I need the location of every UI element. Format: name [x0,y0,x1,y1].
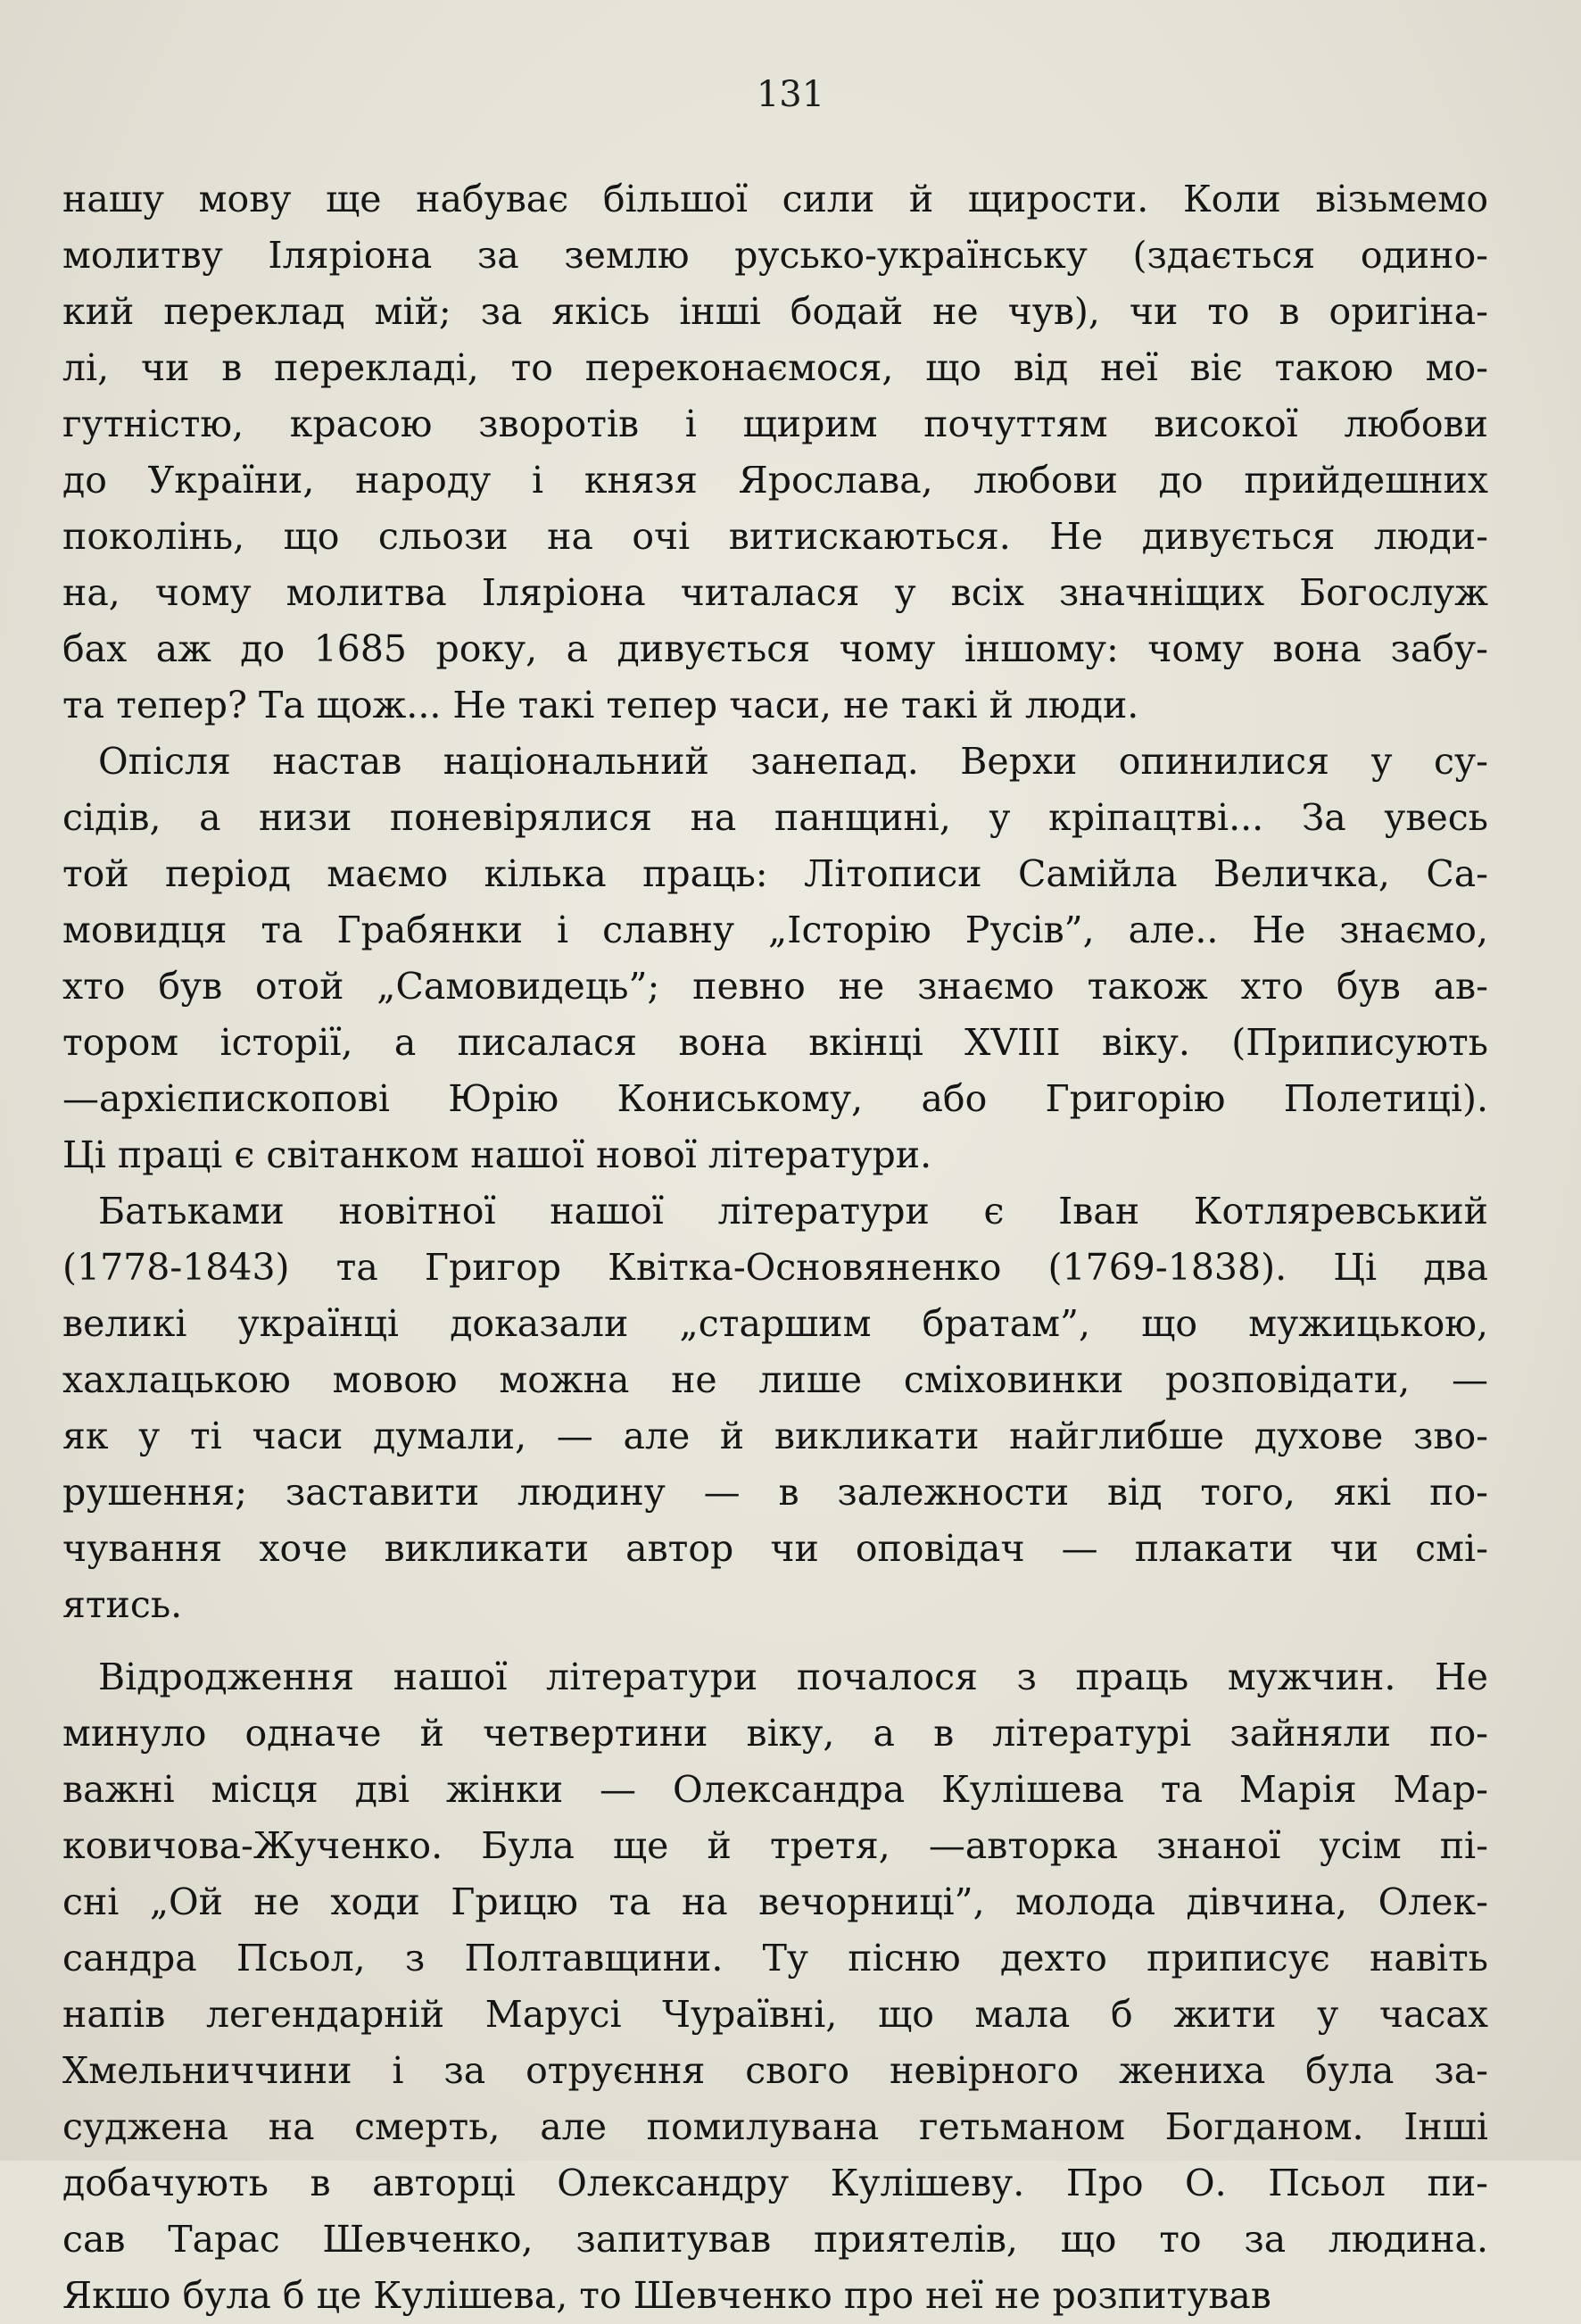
text-line: бах аж до 1685 року, а дивується чому іншому: чому вона забу- [62,627,1488,670]
text-line: —архієпископові Юрію Кониському, або Григорію Полетиці). [62,1077,1488,1120]
text-line: напів легендарній Марусі Чураївні, що мала б жити у часах [62,1993,1488,2036]
paragraph [62,734,1488,1183]
text-line: нашу мову ще набуває більшої сили й щирости. Коли візьмемо [62,178,1488,220]
text-line: хто був отой „Самовидець”; певно не знаємо також хто був ав- [62,965,1488,1008]
text-line: мовидця та Грабянки і славну „Історію Русів”, але.. Не знаємо, [62,909,1488,951]
text-line: суджена на смерть, але помилувана гетьманом Богданом. Інші [62,2105,1488,2148]
text-line: Опісля настав національний занепад. Верхи опинилися у су- [98,740,1488,783]
text-line: сідів, а низи поневірялися на панщині, у кріпацтві... За увесь [62,796,1488,839]
paragraph [62,171,1488,734]
text-line: важні місця дві жінки — Олександра Кулішева та Марія Мар- [62,1768,1488,1811]
text-line: великі українці доказали „старшим братам”, що мужицькою, [62,1302,1488,1345]
text-line: тором історії, а писалася вона вкінці XVIII віку. (Приписують [62,1021,1488,1064]
text-line: поколінь, що сльози на очі витискаються. Не дивується люди- [62,515,1488,558]
text-line: (1778-1843) та Григор Квітка-Основяненко (1769-1838). Ці два [62,1246,1488,1289]
text-line: як у ті часи думали, — але й викликати найглибше духове зво- [62,1415,1488,1457]
text-line: молитву Іляріона за землю русько-українську (здається одино- [62,234,1488,277]
text-line: сав Тарас Шевченко, запитував приятелів, що то за людина. [62,2218,1488,2261]
text-line: на, чому молитва Іляріона читалася у всіх значніщих Богослуж [62,571,1488,614]
body-text [62,171,1488,2324]
text-line: хахлацькою мовою можна не лише сміховинки розповідати, — [62,1358,1488,1401]
page-number: 131 [756,74,825,115]
text-line: ятись. [62,1583,183,1626]
text-line: та тепер? Та щож... Не такі тепер часи, не такі й люди. [62,684,1139,726]
text-line: той період маємо кілька праць: Літописи Самійла Величка, Са- [62,852,1488,895]
text-line: Ці праці є світанком нашої нової літератури. [62,1133,932,1176]
text-line: Хмельниччини і за отруєння свого невірного жениха була за- [62,2049,1488,2092]
text-line: чування хоче викликати автор чи оповідач — плакати чи смі- [62,1527,1488,1570]
paragraph [62,1183,1488,1633]
text-line: добачують в авторці Олександру Кулішеву. Про О. Псьол пи- [62,2162,1488,2204]
text-line: до України, народу і князя Ярослава, любови до прийдешних [62,459,1488,502]
text-line: Батьками новітної нашої літератури є Іван Котляревський [98,1190,1488,1233]
text-line: гутністю, красою зворотів і щирим почуттям високої любови [62,403,1488,445]
text-line: сні „Ой не ходи Грицю та на вечорниці”, молода дівчина, Олек- [62,1880,1488,1923]
text-line: минуло одначе й четвертини віку, а в літературі зайняли по- [62,1712,1488,1755]
paragraph-gap [62,1633,1488,1649]
text-line: сандра Псьол, з Полтавщини. Ту пісню дехто приписує навіть [62,1937,1488,1980]
text-line: Відродження нашої літератури почалося з праць мужчин. Не [98,1656,1488,1698]
paragraph [62,1649,1488,2324]
text-line: Якшо була б це Кулішева, то Шевченко про неї не розпитував [62,2274,1271,2317]
text-line: лі, чи в перекладі, то переконаємося, що від неї віє такою мо- [62,346,1488,389]
text-line: кий переклад мій; за якісь інші бодай не чув), чи то в оригіна- [62,290,1488,333]
text-line: ковичова-Жученко. Була ще й третя, —авторка знаної усім пі- [62,1824,1488,1867]
text-line: рушення; заставити людину — в залежности від того, які по- [62,1471,1488,1514]
